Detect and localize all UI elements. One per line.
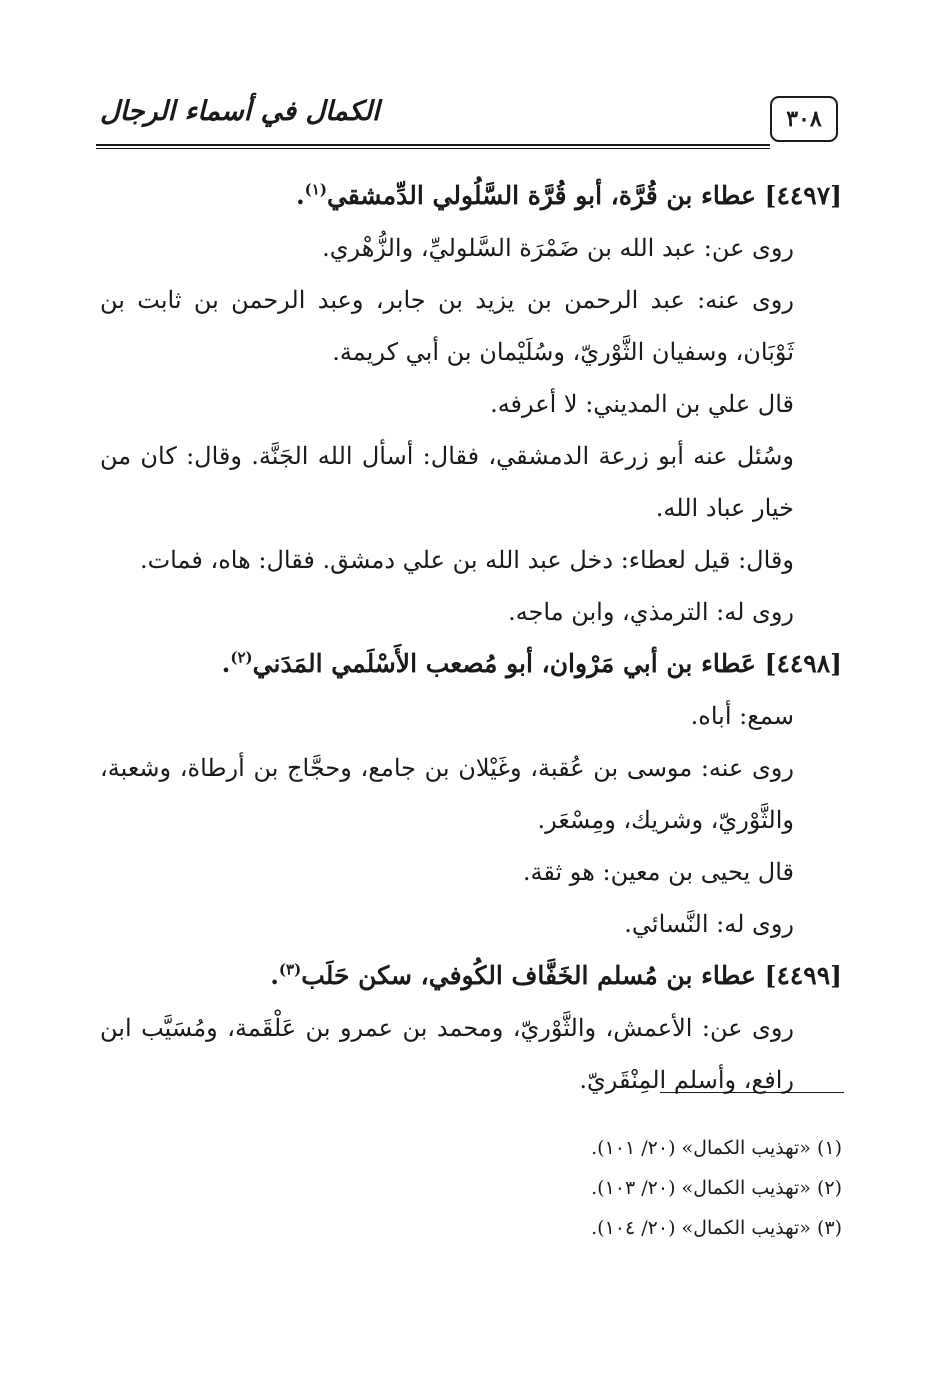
header-rule: [96, 144, 770, 146]
book-title: الكمال في أسماء الرجال: [100, 96, 380, 127]
entry-heading: [٤٤٩٨] عَطاء بن أبي مَرْوان، أبو مُصعب الأَسْلَمي المَدَني$^{(٢)}$.: [221, 648, 842, 678]
entry-paragraph: روى عنه: موسى بن عُقبة، وغَيْلان بن جامع، وحجَّاج بن أرطاة، وشعبة، والثَّوْريّ، وشريك، ومِسْعَر.: [100, 754, 794, 834]
entry-paragraph: روى له: النَّسائي.: [624, 910, 794, 938]
footnote: (١) «تهذيب الكمال» (٢٠/ ١٠١).: [591, 1137, 842, 1159]
entry-paragraph: وسُئل عنه أبو زرعة الدمشقي، فقال: أسأل الله الجَنَّة. وقال: كان من خيار عباد الله.: [100, 442, 794, 522]
entry-heading: [٤٤٩٩] عطاء بن مُسلم الخَفَّاف الكُوفي، سكن حَلَب$^{(٣)}$.: [270, 960, 842, 990]
entry-paragraph: وقال: قيل لعطاء: دخل عبد الله بن علي دمشق. فقال: هاه، فمات.: [139, 546, 794, 574]
entry-paragraph: قال يحيى بن معين: هو ثقة.: [522, 858, 794, 886]
footnotes: [591, 1128, 842, 1248]
entry-heading: [٤٤٩٧] عطاء بن قُرَّة، أبو قُرَّة السَّلُولي الدِّمشقي$^{(١)}$.: [295, 180, 842, 210]
footnote: (٣) «تهذيب الكمال» (٢٠/ ١٠٤).: [591, 1217, 842, 1239]
header-rule-thin: [96, 148, 770, 149]
footnote: (٢) «تهذيب الكمال» (٢٠/ ١٠٣).: [591, 1177, 842, 1199]
entry-paragraph: روى عن: عبد الله بن ضَمْرَة السَّلوليِّ، والزُّهْري.: [322, 234, 794, 262]
footnote-ref: (٣): [278, 960, 302, 979]
entry-paragraph: قال علي بن المديني: لا أعرفه.: [490, 390, 794, 418]
entry-paragraph: روى عنه: عبد الرحمن بن يزيد بن جابر، وعبد الرحمن بن ثابت بن ثَوْبَان، وسفيان الثَّوْريّ، وسُلَيْمان بن أبي كريمة.: [100, 286, 794, 366]
footnote-ref: (٢): [230, 648, 253, 667]
main-text: [100, 170, 842, 1106]
entry-paragraph: روى عن: الأعمش، والثَّوْريّ، ومحمد بن عمرو بن عَلْقَمة، ومُسَيَّب ابن رافع، وأسلم المِنْقَريّ.: [100, 1014, 794, 1094]
footnote-ref: (١): [304, 180, 327, 199]
entry-paragraph: روى له: الترمذي، وابن ماجه.: [508, 598, 794, 626]
page-number: ٣٠٨: [770, 96, 838, 142]
entry-paragraph: سمع: أباه.: [690, 702, 794, 730]
footnote-separator: [660, 1092, 844, 1093]
page-header: [96, 92, 840, 158]
